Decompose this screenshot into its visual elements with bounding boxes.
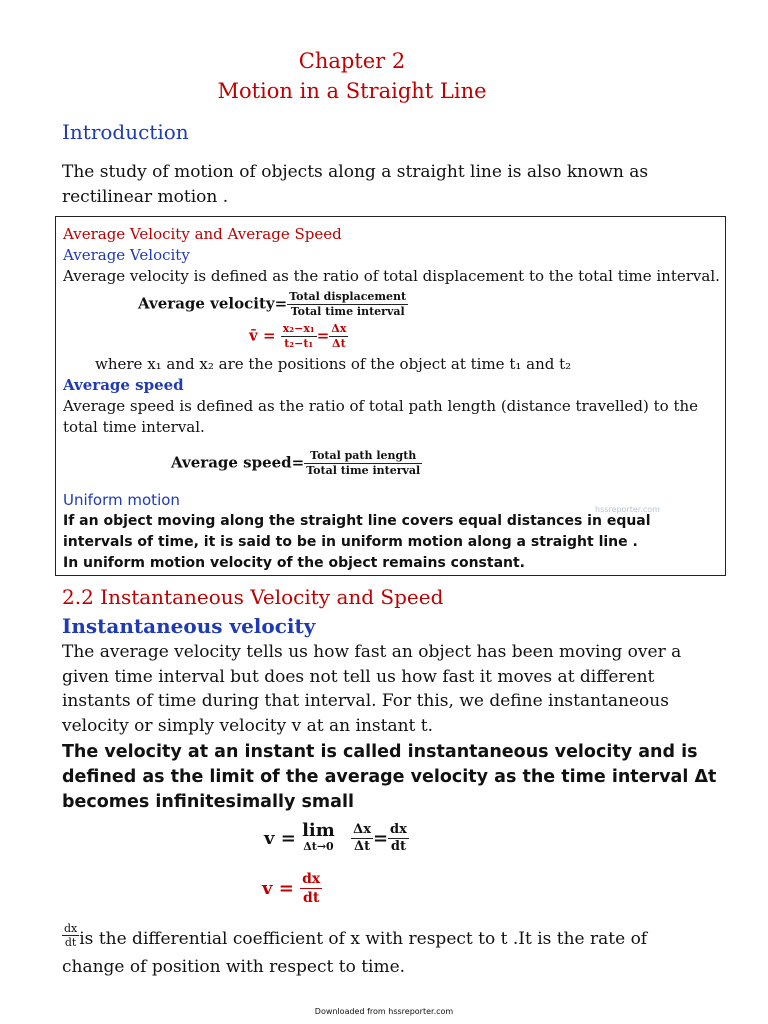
average-velocity-box [55, 216, 726, 576]
uniform-motion-text: If an object moving along the straight line covers equal distances in equal intervals of time, it is said to be in uniform motion along a straight line . [63, 513, 651, 550]
instantaneous-velocity-definition: The velocity at an instant is called instantaneous velocity and is defined as the limit of the average velocity as the time interval Δt becomes infinitesimally small [62, 742, 717, 812]
derivative-fraction [388, 822, 409, 855]
fraction-numerator: Total path length [304, 449, 422, 464]
equals-sign: = [316, 326, 330, 345]
fraction-numerator: Δx [331, 322, 347, 335]
vbar-fraction-1 [281, 322, 317, 351]
derivative-definition [62, 922, 712, 981]
fraction-denominator: t₂−t₁ [284, 337, 314, 350]
vbar-formula [249, 322, 348, 351]
equation-lhs: v = [262, 878, 294, 899]
equals-sign: = [372, 828, 389, 849]
footer-source: Downloaded from hssreporter.com [314, 1007, 454, 1016]
avg-speed-heading: Average speed [63, 376, 184, 394]
limit-operator [302, 819, 335, 855]
vbar-lhs: v̄ = [249, 326, 276, 345]
uniform-motion-constant: In uniform motion velocity of the object remains constant. [63, 555, 525, 571]
delta-fraction [351, 822, 373, 855]
chapter-name: Motion in a Straight Line [217, 79, 487, 103]
fraction-numerator: Total displacement [289, 290, 407, 303]
fraction-denominator: Total time interval [306, 464, 421, 477]
formula-lhs: Average speed= [171, 453, 305, 472]
introduction-heading: Introduction [62, 120, 189, 144]
avg-speed-definition: Average speed is defined as the ratio of total path length (distance travelled) to the total time interval. [63, 397, 699, 436]
lim-text: lim [302, 819, 335, 841]
watermark: hssreporter.com [595, 505, 660, 514]
instantaneous-velocity-heading: Instantaneous velocity [62, 614, 316, 638]
fraction-denominator: Δt [353, 839, 371, 854]
uniform-motion-heading: Uniform motion [63, 491, 180, 509]
formula-fraction [287, 290, 408, 319]
derivative-fraction [300, 870, 322, 907]
chapter-title [0, 46, 704, 106]
fraction-numerator: dx [64, 922, 78, 935]
where-text: where x₁ and x₂ are the positions of the object at time t₁ and t₂ [95, 355, 572, 373]
fraction-numerator: x₂−x₁ [282, 322, 315, 335]
box-title: Average Velocity and Average Speed [63, 225, 342, 243]
fraction-numerator: Δx [353, 822, 371, 837]
avg-speed-formula [171, 449, 422, 478]
vbar-fraction-2 [329, 322, 348, 351]
chapter-number: Chapter 2 [298, 49, 406, 73]
velocity-equation [262, 870, 322, 907]
fraction-denominator: Total time interval [290, 305, 405, 318]
instantaneous-velocity-paragraph: The average velocity tells us how fast an object has been moving over a given time interval but does not tell us how fast it moves at different instants of time during that interval. For this, we define instantaneous velocity or simply velocity v at an instant t. [62, 642, 682, 736]
formula-fraction [304, 449, 422, 478]
fraction-denominator: Δt [332, 337, 346, 350]
fraction-numerator: dx [302, 871, 321, 887]
section-heading: 2.2 Instantaneous Velocity and Speed [62, 585, 444, 609]
fraction-denominator: dt [390, 839, 407, 854]
formula-lhs: Average velocity= [138, 294, 288, 313]
fraction-denominator: dt [64, 936, 77, 949]
introduction-text: The study of motion of objects along a straight line is also known as rectilinear motion . [62, 162, 649, 207]
equation-lhs: v = [264, 828, 296, 849]
avg-velocity-formula [138, 290, 408, 319]
avg-velocity-definition: Average velocity is defined as the ratio of total displacement to the total time interval. [63, 267, 720, 285]
dx-dt-fraction [62, 922, 79, 949]
lim-subscript: Δt→0 [303, 839, 334, 853]
fraction-denominator: dt [303, 890, 320, 906]
avg-velocity-heading: Average Velocity [63, 246, 190, 264]
derivative-definition-text: is the differential coefficient of x with respect to t .It is the rate of change of position with respect to time. [62, 929, 648, 977]
limit-equation [264, 819, 409, 855]
fraction-numerator: dx [390, 822, 407, 837]
